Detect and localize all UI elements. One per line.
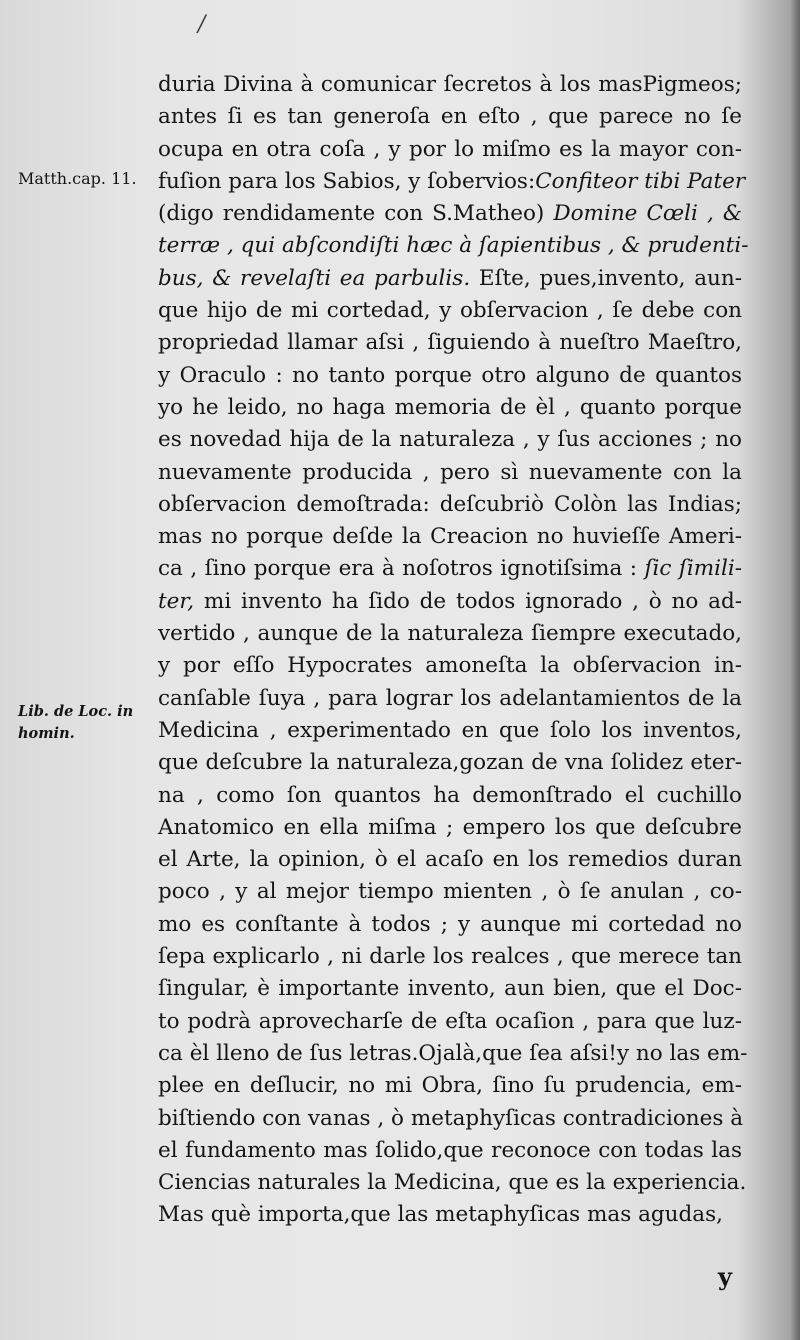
latin-phrase: Confiteor tibi Pater [535,168,746,194]
text-line: bus, & revelaſti ea parbulis. Eſte, pues,invento, aun- [158,265,742,291]
text-line: nuevamente producida , pero sì nuevamente con la [158,459,742,485]
page-edge-shadow [790,0,800,1340]
text-line: ca , ſino porque era à noſotros ignotiſsima : ſic ſimili- [158,556,742,582]
text-line: mas no porque deſde la Creacion no huvieſſe Ameri- [158,524,742,550]
text-line: ſingular, è importante invento, aun bien, que el Doc- [158,976,742,1002]
text-line: plee en deſlucir, no mi Obra, ſino ſu prudencia, em- [158,1073,742,1099]
text-line: Ciencias naturales la Medicina, que es la experiencia. [158,1170,747,1196]
text-line: Medicina , experimentado en que ſolo los inventos, [158,717,742,743]
text-line: ter, mi invento ha ſido de todos ignorado , ò no ad- [158,588,742,614]
latin-phrase: ter, [158,588,195,614]
margin-note-lib-line1: Lib. de Loc. in [18,703,134,720]
text-line: propriedad llamar aſsi , ſiguiendo à nueſtro Maeſtro, [158,330,742,356]
text-line: Mas què importa,que las metaphyſicas mas agudas, [158,1202,723,1228]
margin-note-lib-line2: homin. [18,725,75,742]
text-line: el fundamento mas ſolido,que reconoce con todas las [158,1137,742,1163]
text-line: ſepa explicarlo , ni darle los realces , que merece tan [158,944,742,970]
latin-phrase: terræ , qui abſcondiſti hæc à ſapientibus , & prudenti- [158,233,749,259]
text-line: vertido , aunque de la naturaleza ſiempre executado, [158,621,742,647]
latin-phrase: bus, & revelaſti ea parbulis. [158,265,471,291]
latin-phrase: ſic ſimili- [644,556,742,582]
text-line: canſable ſuya , para lograr los adelantamientos de la [158,685,742,711]
text-line: na , como ſon quantos ha demonſtrado el cuchillo [158,782,742,808]
text-line: y Oraculo : no tanto porque otro alguno de quantos [158,362,742,388]
text-line: antes ſi es tan generoſa en eſto , que parece no ſe [158,104,742,130]
text-line: que hijo de mi cortedad, y obſervacion , ſe debe con [158,298,742,324]
text-line: y por eſſo Hypocrates amoneſta la obſervacion in- [158,653,742,679]
bleed-through-footer [175,1272,695,1312]
text-line: el Arte, la opinion, ò el acaſo en los remedios duran [158,847,742,873]
latin-phrase: Domine Cœli , & [553,201,743,227]
text-line: mo es conſtante à todos ; y aunque mi cortedad no [158,911,742,937]
text-line: biſtiendo con vanas , ò metaphyſicas contradiciones à [158,1105,744,1131]
margin-note-matth: Matth.cap. 11. [18,169,137,188]
text-line: duria Divina à comunicar ſecretos à los masPigmeos; [158,72,742,97]
catchword: y [718,1262,732,1291]
text-line [158,230,749,262]
text-line: ca èl lleno de ſus letras.Ojalà,que ſea aſsi!y no las em- [158,1040,748,1066]
text-line: (digo rendidamente con S.Matheo) Domine Cœli , & [158,201,743,227]
text-line: poco , y al mejor tiempo mienten , ò ſe anulan , co- [158,879,742,905]
text-line: yo he leido, no haga memoria de èl , quanto porque [158,394,742,420]
text-line: fuſion para los Sabios, y ſobervios:Confiteor tibi Pater [158,168,746,194]
text-line: ocupa en otra coſa , y por lo miſmo es la mayor con- [158,136,742,162]
body-text [158,69,749,1232]
top-mark: / [198,12,206,37]
text-line: que deſcubre la naturaleza,gozan de vna ſolidez eter- [158,750,742,776]
text-line: to podrà aprovecharſe de eſta ocaſion , para que luz- [158,1008,742,1034]
bleed-through-header [600,30,790,70]
text-line: obſervacion demoſtrada: deſcubriò Colòn las Indias; [158,491,742,517]
text-line: Anatomico en ella miſma ; empero los que deſcubre [158,814,742,840]
margin-note-lib [18,701,133,745]
text-line: es novedad hija de la naturaleza , y ſus acciones ; no [158,427,742,453]
